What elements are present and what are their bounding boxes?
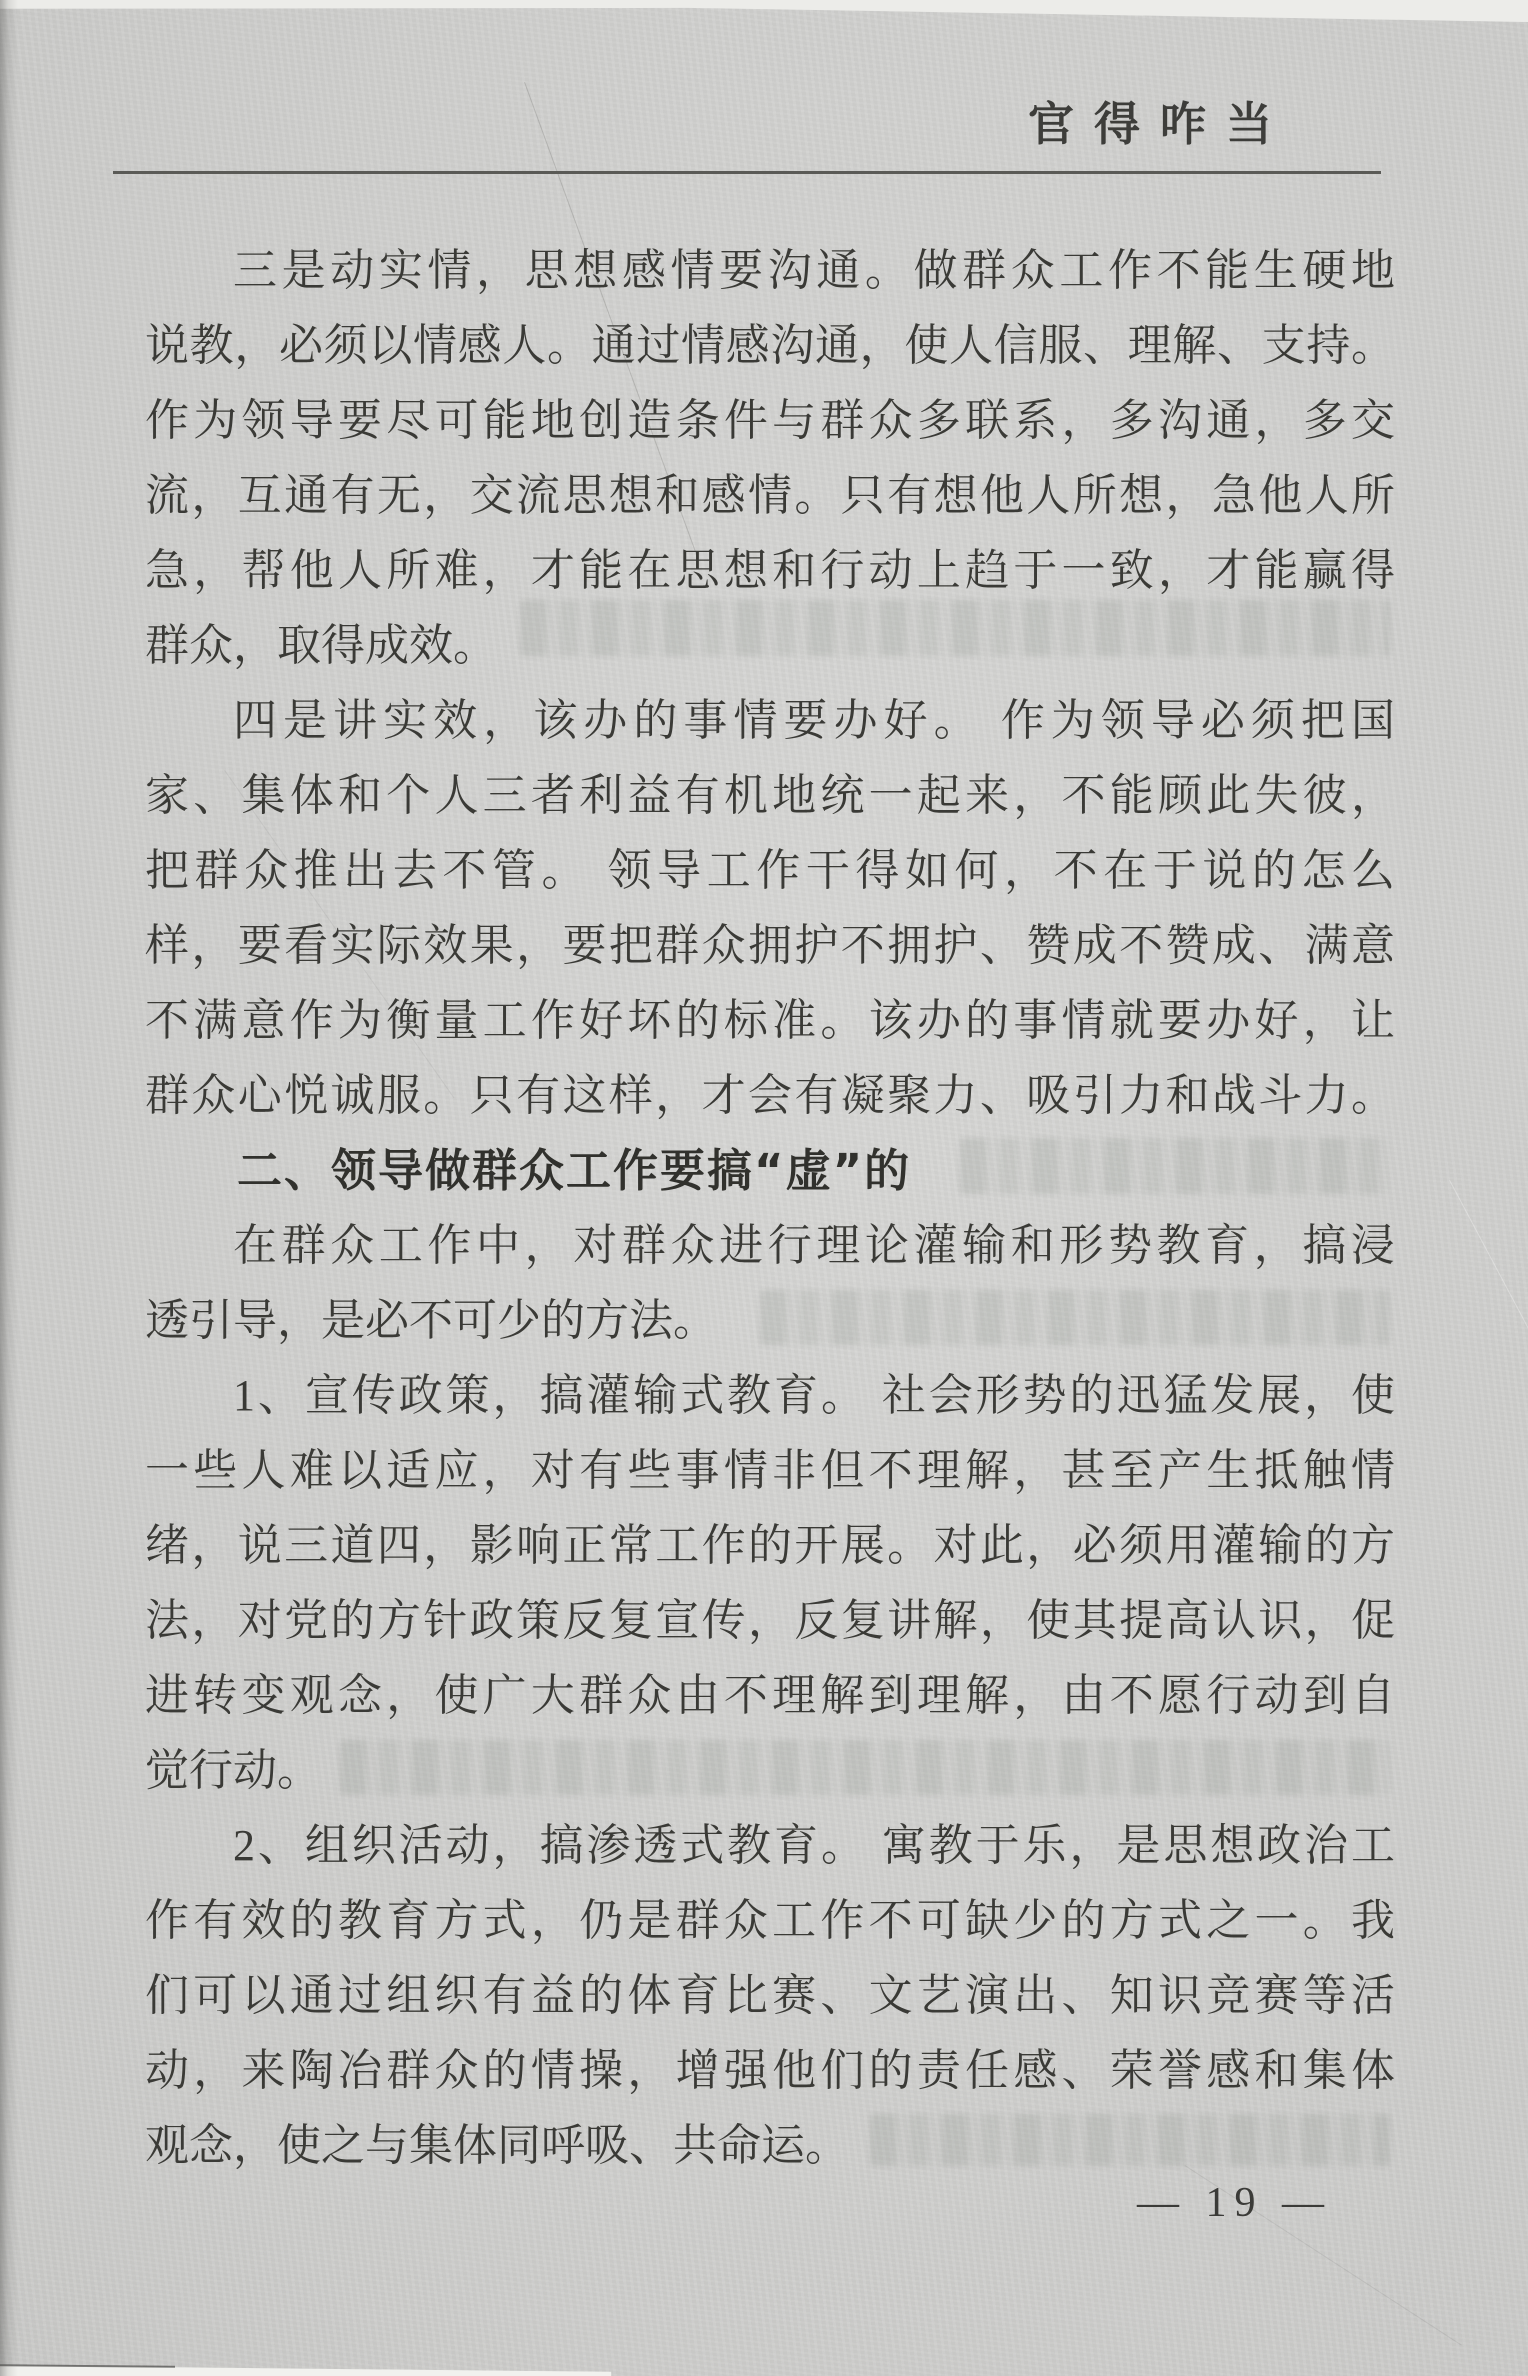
scan-edge-top	[0, 0, 1528, 22]
text-line: 四是讲实效，该办的事情要办好。 作为领导必须把国	[233, 696, 1395, 745]
text-line: 群众，取得成效。	[145, 621, 497, 670]
text-line: 样，要看实际效果，要把群众拥护不拥护、赞成不赞成、满意	[145, 921, 1395, 970]
text-line: 观念，使之与集体同呼吸、共命运。	[145, 2121, 849, 2170]
text-line: 一些人难以适应，对有些事情非但不理解，甚至产生抵触情	[145, 1446, 1395, 1495]
text-line: 急，帮他人所难，才能在思想和行动上趋于一致，才能赢得	[145, 546, 1395, 595]
text-line: 把群众推出去不管。 领导工作干得如何，不在于说的怎么	[145, 846, 1395, 895]
scan-edge-left	[0, 0, 18, 2376]
text-line: 进转变观念，使广大群众由不理解到理解，由不愿行动到自	[145, 1671, 1395, 1720]
scan-edge-bottom	[0, 2362, 1528, 2376]
paper-crease	[1449, 1180, 1528, 1463]
text-line: 动，来陶冶群众的情操，增强他们的责任感、荣誉感和集体	[145, 2046, 1395, 2095]
body-text	[145, 233, 1395, 2183]
text-line: 三是动实情，思想感情要沟通。做群众工作不能生硬地	[233, 246, 1395, 295]
text-line: 说教，必须以情感人。通过情感沟通，使人信服、理解、支持。	[145, 321, 1395, 370]
text-line: 2、组织活动，搞渗透式教育。 寓教于乐，是思想政治工	[233, 1821, 1395, 1870]
text-line: 不满意作为衡量工作好坏的标准。该办的事情就要办好，让	[145, 996, 1395, 1045]
section-heading: 二、领导做群众工作要搞“虚”的	[237, 1144, 912, 1197]
running-head-title: 官得咋当	[1028, 97, 1292, 151]
text-line: 作有效的教育方式，仍是群众工作不可缺少的方式之一。我	[145, 1896, 1395, 1945]
text-line: 觉行动。	[145, 1746, 321, 1795]
header-rule	[113, 171, 1381, 174]
text-line: 在群众工作中，对群众进行理论灌输和形势教育，搞浸	[233, 1221, 1395, 1270]
text-line: 透引导，是必不可少的方法。	[145, 1296, 717, 1345]
text-line: 法，对党的方针政策反复宣传，反复讲解，使其提高认识，促	[145, 1596, 1395, 1645]
text-line: 绪，说三道四，影响正常工作的开展。对此，必须用灌输的方	[145, 1521, 1395, 1570]
text-line: 群众心悦诚服。只有这样，才会有凝聚力、吸引力和战斗力。	[145, 1071, 1395, 1120]
text-line: 家、集体和个人三者利益有机地统一起来，不能顾此失彼，	[145, 771, 1395, 820]
text-line: 们可以通过组织有益的体育比赛、文艺演出、知识竞赛等活	[145, 1971, 1395, 2020]
text-line: 流，互通有无，交流思想和感情。只有想他人所想，急他人所	[145, 471, 1395, 520]
text-line: 1、宣传政策，搞灌输式教育。 社会形势的迅猛发展，使	[233, 1371, 1395, 1420]
page-number: — 19 —	[1137, 2180, 1332, 2226]
text-line: 作为领导要尽可能地创造条件与群众多联系，多沟通，多交	[145, 396, 1395, 445]
